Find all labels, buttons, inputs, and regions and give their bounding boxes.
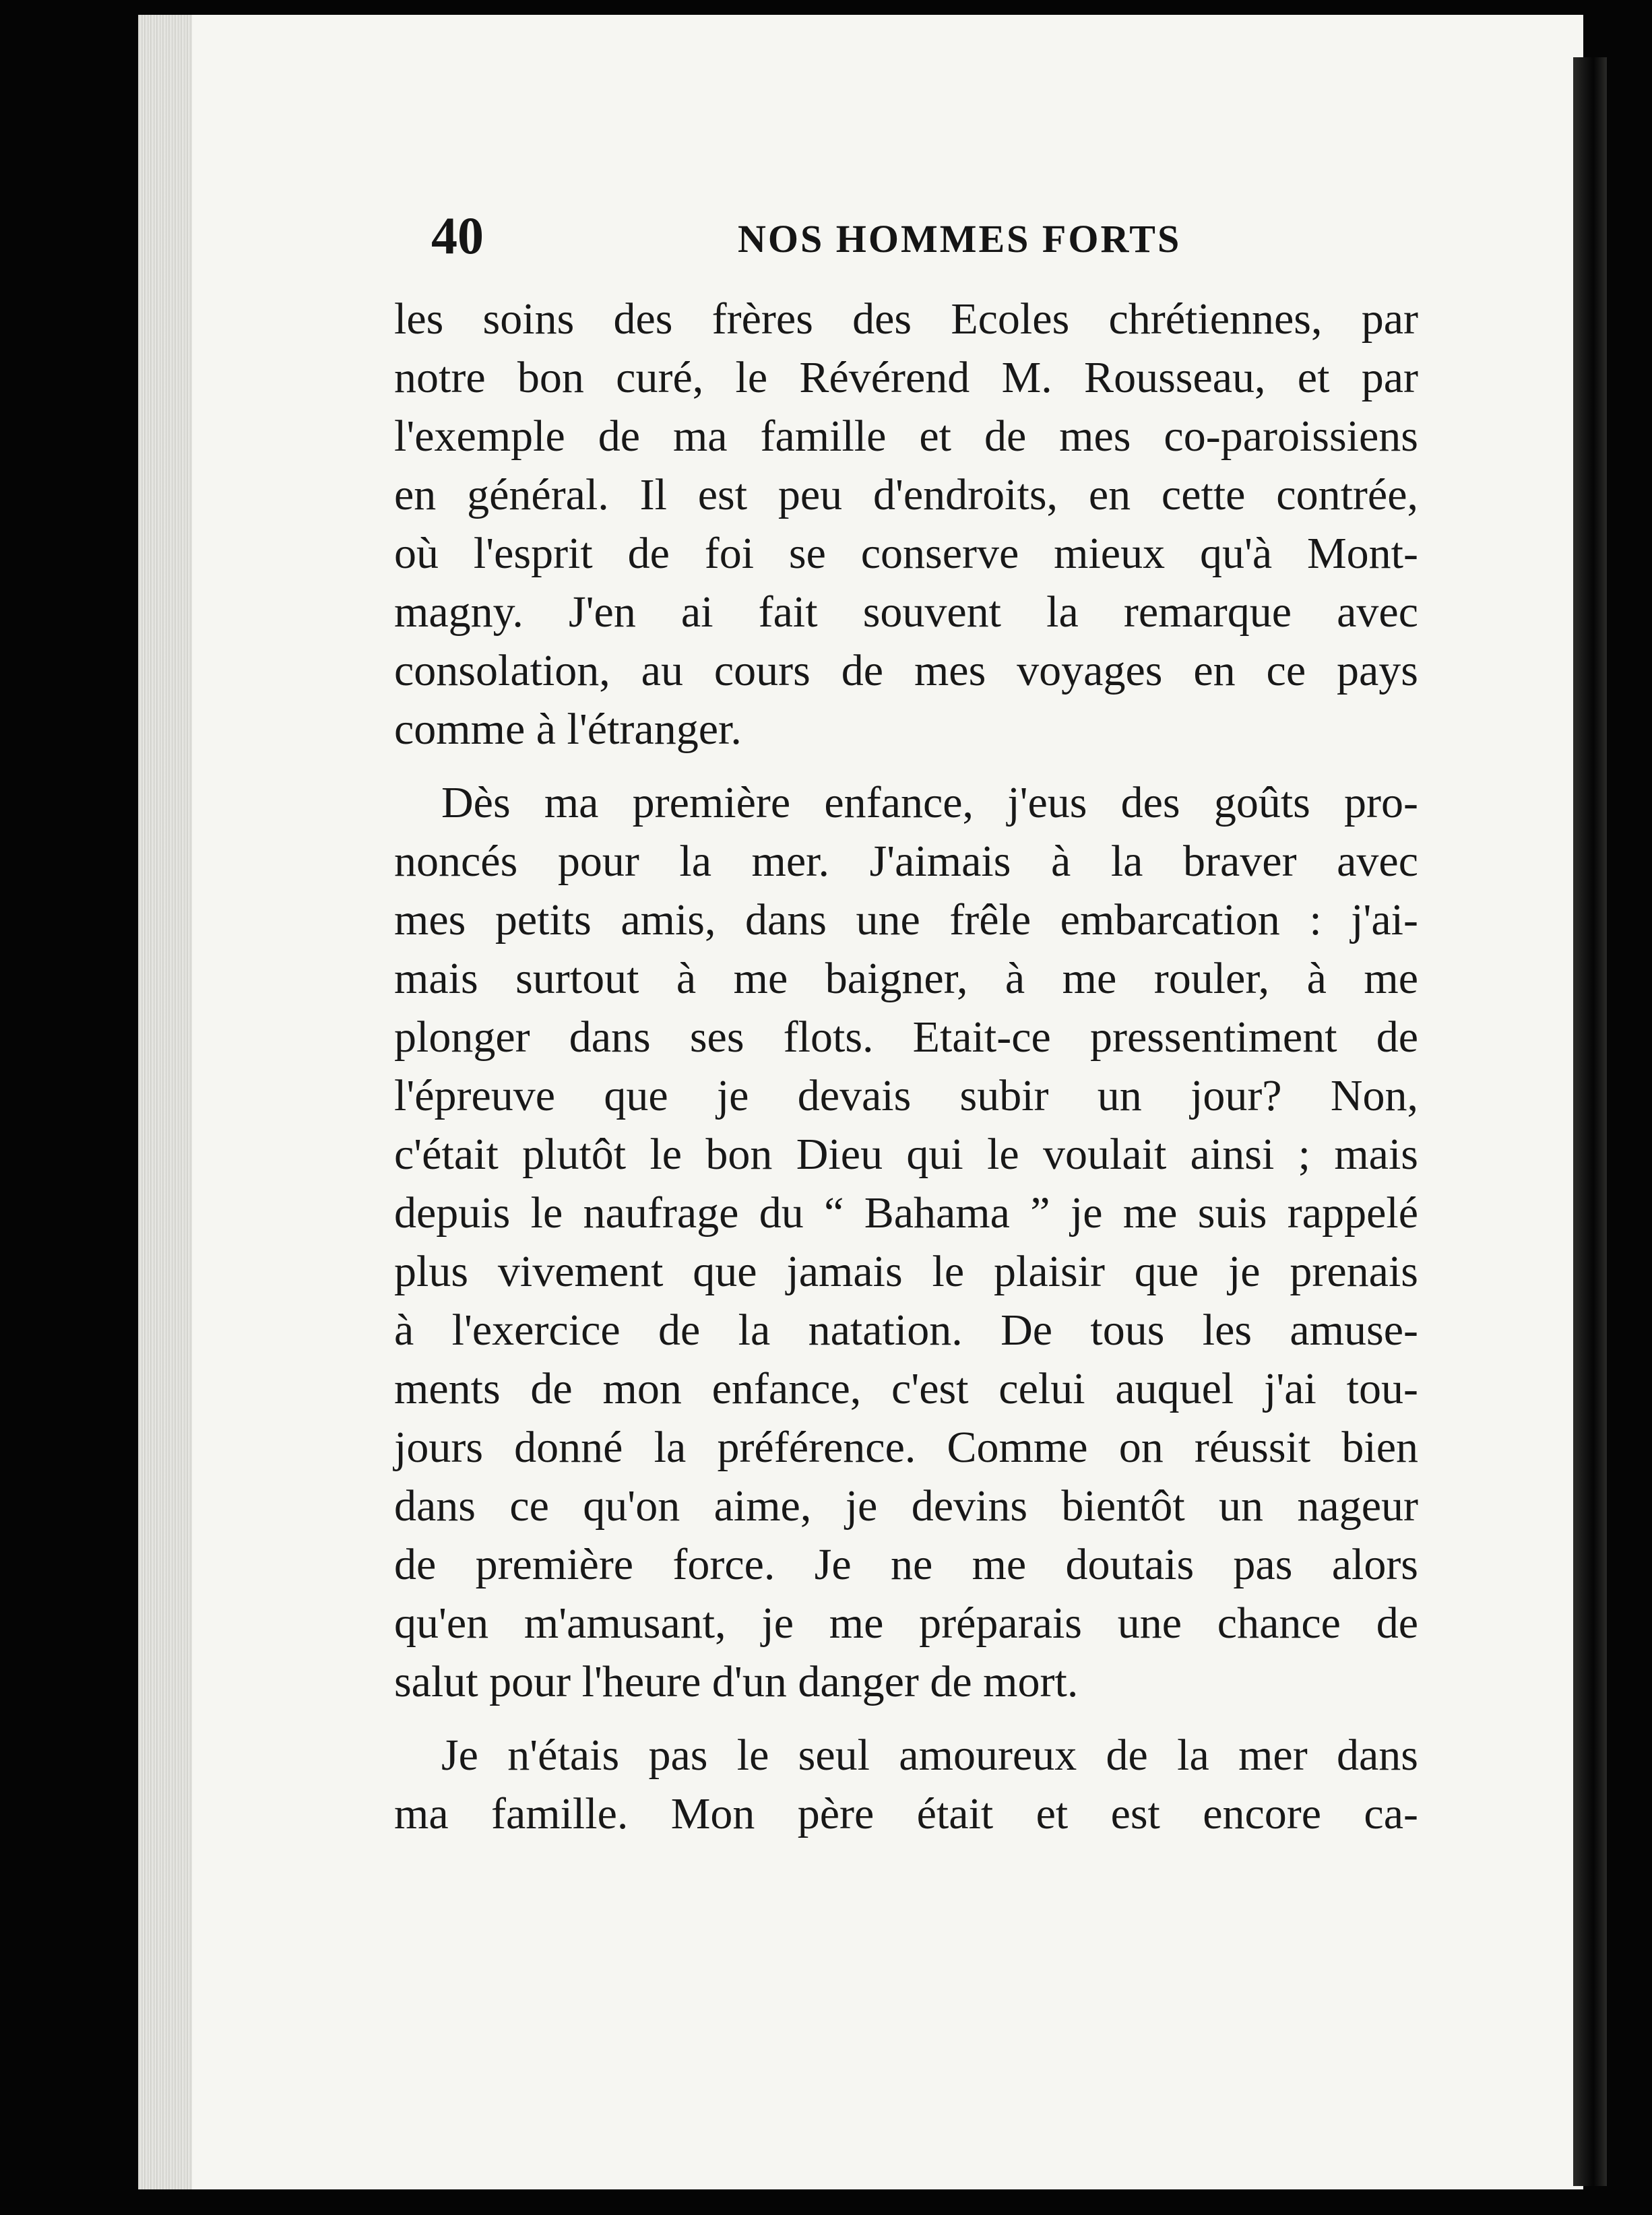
text-line: les soins des frères des Ecoles chrétiennes, par	[394, 294, 1418, 344]
text-line: l'exemple de ma famille et de mes co-paroissiens	[394, 412, 1418, 461]
text-line: à l'exercice de la natation. De tous les amuse-	[394, 1306, 1418, 1355]
text-line: plonger dans ses flots. Etait-ce pressentiment de	[394, 1013, 1418, 1062]
text-line: mes petits amis, dans une frêle embarcation : j'ai-	[394, 895, 1418, 944]
text-line: Je n'étais pas le seul amoureux de la mer dans	[441, 1731, 1418, 1780]
page-number: 40	[431, 206, 484, 265]
running-head	[431, 205, 1442, 266]
text-line: en général. Il est peu d'endroits, en cette contrée,	[394, 470, 1418, 519]
body-text	[394, 290, 1418, 1843]
text-line: Dès ma première enfance, j'eus des goûts pro-	[441, 778, 1418, 827]
page-edges	[138, 15, 192, 2189]
text-line: salut pour l'heure d'un danger de mort.	[394, 1657, 1079, 1706]
text-line: mais surtout à me baigner, à me rouler, à me	[394, 954, 1418, 1003]
text-line: depuis le naufrage du “ Bahama ” je me suis rappelé	[394, 1188, 1418, 1238]
text-line: consolation, au cours de mes voyages en ce pays	[394, 646, 1418, 695]
text-line: qu'en m'amusant, je me préparais une chance de	[394, 1599, 1418, 1648]
running-title: NOS HOMMES FORTS	[738, 217, 1182, 261]
paragraph	[394, 290, 1418, 759]
text-line: l'épreuve que je devais subir un jour? Non,	[394, 1071, 1418, 1120]
text-line: plus vivement que jamais le plaisir que je prenais	[394, 1247, 1418, 1296]
text-line: dans ce qu'on aime, je devins bientôt un nageur	[394, 1481, 1418, 1531]
text-line: noncés pour la mer. J'aimais à la braver avec	[394, 837, 1418, 886]
text-line: de première force. Je ne me doutais pas alors	[394, 1540, 1418, 1589]
paragraph	[394, 773, 1418, 1711]
paragraph	[394, 1726, 1418, 1843]
text-line: ma famille. Mon père était et est encore ca-	[394, 1789, 1418, 1838]
text-line: jours donné la préférence. Comme on réussit bien	[394, 1423, 1418, 1472]
book-gutter	[1573, 57, 1607, 2186]
text-line: comme à l'étranger.	[394, 705, 742, 754]
text-line: notre bon curé, le Révérend M. Rousseau, et par	[394, 353, 1418, 402]
text-line: où l'esprit de foi se conserve mieux qu'à Mont-	[394, 529, 1418, 578]
text-line: c'était plutôt le bon Dieu qui le voulait ainsi ; mais	[394, 1130, 1418, 1179]
text-line: ments de mon enfance, c'est celui auquel j'ai tou-	[394, 1364, 1418, 1413]
text-line: magny. J'en ai fait souvent la remarque avec	[394, 587, 1418, 637]
